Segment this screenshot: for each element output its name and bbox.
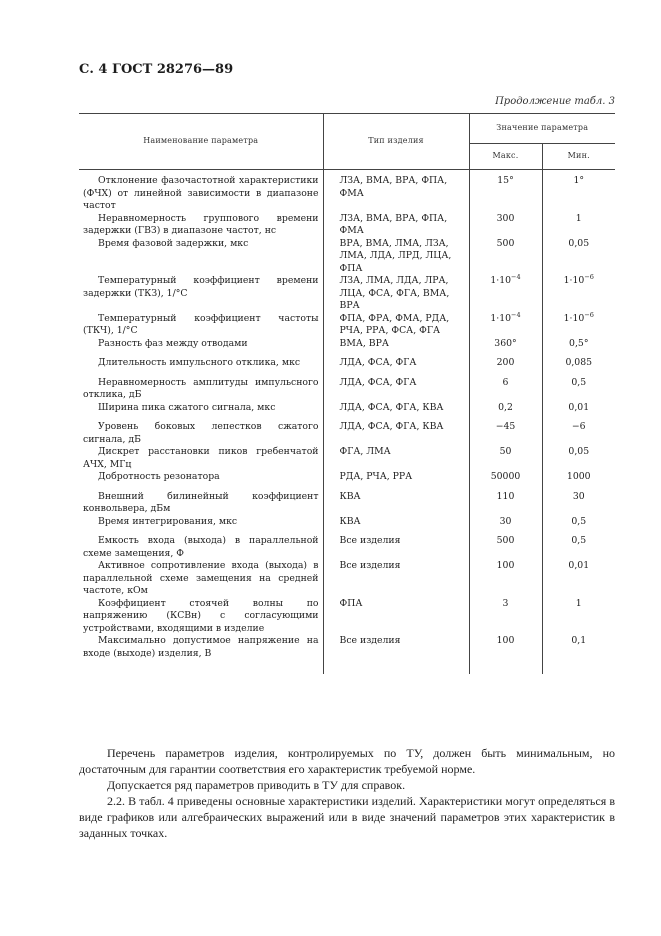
- max-value-cell: 0,2: [469, 402, 542, 422]
- paragraph-parameters-list: Перечень параметров изделия, контролируемых по ТУ, должен быть минимальным, но достаточным для гарантии соответствия его характеристик требуемой норме.: [79, 746, 615, 776]
- parameter-name-cell: Максимально допустимое напряжение на входе (выходе) изделия, В: [79, 635, 323, 674]
- parameters-table: [79, 113, 615, 674]
- max-value-cell: 50: [469, 446, 542, 471]
- product-type-cell: ЛЗА, ЛМА, ЛДА, ЛРА, ЛЦА, ФСА, ФГА, ВМА, ВРА: [323, 275, 469, 313]
- min-value-cell: −6: [571, 421, 586, 432]
- max-value-cell: 100: [469, 560, 542, 598]
- parameter-name-cell: Ширина пика сжатого сигнала, мкс: [79, 402, 323, 422]
- parameter-name-cell: Коэффициент стоячей волны по напряжению (КСВн) с согласующими устройствами, входящими в изделие: [79, 598, 323, 636]
- max-value-cell: 6: [469, 377, 542, 402]
- max-value-cell: 15°: [469, 170, 542, 213]
- min-value-cell: 1: [575, 597, 582, 609]
- min-value-cell: 0,5: [571, 515, 587, 527]
- max-exponent: −4: [511, 272, 521, 281]
- min-value-cell: 0,1: [571, 635, 587, 646]
- table-row: [79, 213, 615, 238]
- parameter-name-cell: Активное сопротивление входа (выхода) в параллельной схеме замещения на средней частоте, кОм: [79, 560, 323, 598]
- max-value-cell: 500: [469, 535, 542, 560]
- max-base: 1·10: [490, 312, 512, 324]
- product-type-cell: Все изделия: [323, 635, 469, 674]
- product-type-cell: Все изделия: [323, 535, 469, 560]
- min-value-cell: 0,085: [565, 357, 593, 368]
- product-type-cell: КВА: [323, 491, 469, 516]
- max-base: 1·10: [490, 275, 512, 286]
- table-row: [79, 357, 615, 377]
- parameter-name-cell: Время фазовой задержки, мкс: [79, 238, 323, 276]
- min-value-cell: 0,05: [568, 237, 590, 249]
- table-row: [79, 238, 615, 276]
- max-value-cell: [469, 310, 542, 338]
- parameter-name-cell: Неравномерность группового времени задержки (ГВЗ) в диапазоне частот, нс: [79, 213, 323, 238]
- product-type-cell: ВМА, ВРА: [323, 338, 469, 358]
- min-value-cell: 30: [572, 490, 585, 502]
- table-row: [79, 421, 615, 446]
- max-value-cell: 110: [469, 491, 542, 516]
- max-value-cell: 300: [469, 213, 542, 238]
- table-continuation-label: Продолжение табл. 3: [495, 96, 615, 107]
- table-row: [79, 516, 615, 536]
- product-type-cell: ЛЗА, ВМА, ВРА, ФПА, ФМА: [323, 213, 469, 238]
- table-row: [79, 402, 615, 422]
- table-row: [79, 491, 615, 516]
- column-header-type: Тип изделия: [323, 114, 469, 170]
- column-header-name: Наименование параметра: [79, 114, 323, 170]
- column-header-value-group: Значение параметра: [469, 114, 615, 144]
- product-type-cell: ЛДА, ФСА, ФГА: [323, 357, 469, 377]
- min-value-cell: 0,5: [571, 535, 587, 546]
- product-type-cell: ЛДА, ФСА, ФГА, КВА: [323, 402, 469, 422]
- min-value-cell: 1°: [573, 175, 585, 186]
- paragraph-reference-params: Допускается ряд параметров приводить в ТУ для справок.: [107, 778, 406, 792]
- product-type-cell: Все изделия: [323, 560, 469, 598]
- product-type-cell: ЛДА, ФСА, ФГА: [323, 377, 469, 402]
- product-type-cell: РДА, РЧА, РРА: [323, 471, 469, 491]
- max-value-cell: 360°: [469, 338, 542, 358]
- min-value-cell: 0,05: [568, 446, 590, 457]
- parameter-name-cell: Неравномерность амплитуды импульсного отклика, дБ: [79, 377, 323, 402]
- paragraph-clause-2-2: 2.2. В табл. 4 приведены основные характеристики изделий. Характеристики могут определяться в виде графиков или алгебраических выражений или в виде значений параметров этих характеристик в заданных точках.: [79, 794, 615, 840]
- product-type-cell: ЛДА, ФСА, ФГА, КВА: [323, 421, 469, 446]
- min-exponent: −6: [584, 310, 594, 319]
- table-row: [79, 471, 615, 491]
- parameter-name-cell: Добротность резонатора: [79, 471, 323, 491]
- min-value-cell: [542, 310, 615, 338]
- min-value-cell: 1: [575, 212, 582, 224]
- page-header: С. 4 ГОСТ 28276—89: [79, 62, 234, 77]
- product-type-cell: ЛЗА, ВМА, ВРА, ФПА, ФМА: [323, 170, 469, 213]
- parameter-name-cell: Уровень боковых лепестков сжатого сигнала, дБ: [79, 421, 323, 446]
- parameter-name-cell: Длительность импульсного отклика, мкс: [79, 357, 323, 377]
- min-value-cell: 0,5°: [569, 337, 589, 349]
- max-value-cell: 100: [469, 635, 542, 674]
- parameter-name-cell: Емкость входа (выхода) в параллельной схеме замещения, Ф: [79, 535, 323, 560]
- parameter-name-cell: Температурный коэффициент частоты (ТКЧ), 1/°С: [79, 313, 323, 338]
- max-value-cell: 500: [469, 238, 542, 276]
- table-row: [79, 560, 615, 598]
- table-row: [79, 535, 615, 560]
- parameter-name-cell: Дискрет расстановки пиков гребенчатой АЧХ, МГц: [79, 446, 323, 471]
- min-exponent: −6: [584, 272, 594, 281]
- max-value-cell: 30: [469, 516, 542, 536]
- column-header-min: Мин.: [542, 144, 615, 170]
- min-value-cell: 0,01: [568, 401, 590, 413]
- parameter-name-cell: Температурный коэффициент времени задержки (ТКЗ), 1/°С: [79, 275, 323, 313]
- product-type-cell: КВА: [323, 516, 469, 536]
- table-row: [79, 338, 615, 358]
- table-row: [79, 170, 615, 213]
- product-type-cell: ФПА, ФРА, ФМА, РДА, РЧА, РРА, ФСА, ФГА: [323, 313, 469, 338]
- parameter-name-cell: Отклонение фазочастотной характеристики (ФЧХ) от линейной зависимости в диапазоне частот: [79, 170, 323, 213]
- min-value-cell: 0,5: [571, 376, 587, 388]
- parameter-name-cell: Время интегрирования, мкс: [79, 516, 323, 536]
- max-exponent: −4: [511, 310, 521, 319]
- max-value-cell: 3: [469, 598, 542, 636]
- table-row: [79, 635, 615, 674]
- max-value-cell: −45: [469, 421, 542, 446]
- max-value-cell: [469, 272, 542, 313]
- min-base: 1·10: [563, 275, 585, 286]
- product-type-cell: ФПА: [323, 598, 469, 636]
- table-row: [79, 377, 615, 402]
- table-row: [79, 313, 615, 338]
- parameter-name-cell: Разность фаз между отводами: [79, 338, 323, 358]
- table-row: [79, 275, 615, 313]
- min-base: 1·10: [563, 312, 585, 324]
- parameter-name-cell: Внешний билинейный коэффициент конвольвера, дБм: [79, 491, 323, 516]
- min-value-cell: 1000: [566, 471, 591, 482]
- max-value-cell: 200: [469, 357, 542, 377]
- min-value-cell: 0,01: [568, 560, 590, 571]
- product-type-cell: ВРА, ВМА, ЛМА, ЛЗА, ЛМА, ЛДА, ЛРД, ЛЦА, ФПА: [323, 238, 469, 276]
- table-body: [79, 170, 615, 675]
- max-value-cell: 50000: [469, 471, 542, 491]
- table-row: [79, 598, 615, 636]
- min-value-cell: [542, 272, 615, 313]
- product-type-cell: ФГА, ЛМА: [323, 446, 469, 471]
- column-header-max: Макс.: [469, 144, 542, 170]
- table-row: [79, 446, 615, 471]
